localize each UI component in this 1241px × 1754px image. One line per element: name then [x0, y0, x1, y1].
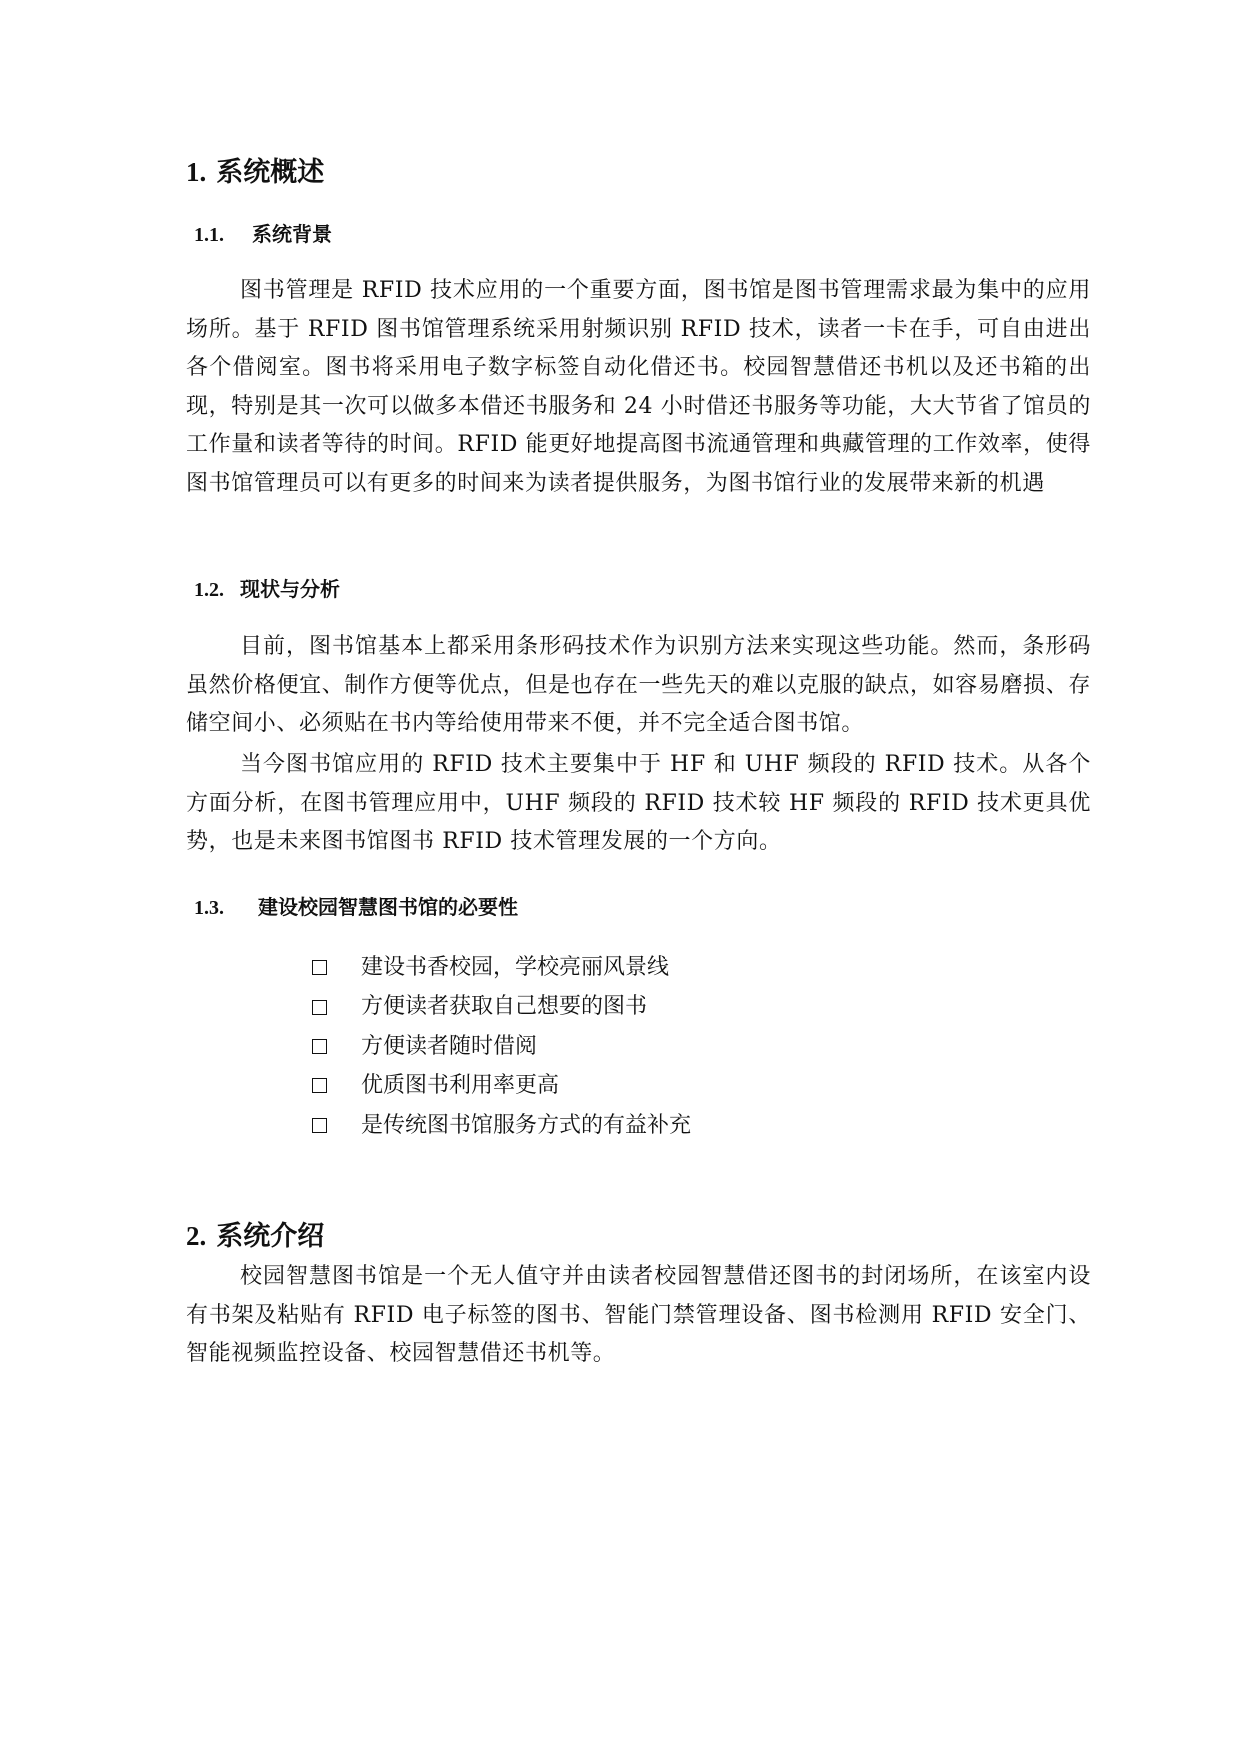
list-item: 是传统图书馆服务方式的有益补充	[312, 1106, 691, 1145]
list-item: 方便读者随时借阅	[312, 1027, 691, 1066]
section-1-1-title: 系统背景	[252, 222, 332, 246]
section-1-3-number: 1.3.	[194, 897, 224, 919]
section-2-paragraph: 校园智慧图书馆是一个无人值守并由读者校园智慧借还图书的封闭场所，在该室内设有书架及粘贴有 RFID 电子标签的图书、智能门禁管理设备、图书检测用 RFID 安全门、智能视频监控设备、校园智慧借还书机等。	[186, 1264, 1091, 1366]
section-1-1-heading	[194, 219, 332, 250]
section-1-1-paragraph: 图书管理是 RFID 技术应用的一个重要方面，图书馆是图书管理需求最为集中的应用场所。基于 RFID 图书馆管理系统采用射频识别 RFID 技术，读者一卡在手，可自由进出各个借阅室。图书将采用电子数字标签自动化借还书。校园智慧借还书机以及还书箱的出现，特别是其一次可以做多本借还书服务和 24 小时借还书服务等功能，大大节省了馆员的工作量和读者等待的时间。RFID 能更好地提高图书流通管理和典藏管理的工作效率，使得图书馆管理员可以有更多的时间来为读者提供服务，为图书馆行业的发展带来新的机遇	[186, 278, 1091, 496]
section-1-3-heading	[194, 892, 518, 923]
section-1-3-title: 建设校园智慧图书馆的必要性	[258, 895, 518, 919]
list-item: 方便读者获取自己想要的图书	[312, 987, 691, 1026]
section-1-2-title: 现状与分析	[240, 577, 340, 601]
section-2-heading	[186, 1216, 324, 1257]
section-1-2-heading	[194, 574, 340, 605]
necessity-list	[312, 948, 691, 1145]
checkbox-icon	[312, 1000, 327, 1015]
section-1-heading	[186, 152, 324, 193]
section-2-title: 系统介绍	[216, 1221, 325, 1252]
list-item: 优质图书利用率更高	[312, 1066, 691, 1105]
list-item: 建设书香校园，学校亮丽风景线	[312, 948, 691, 987]
section-1-2-paragraph-1: 目前，图书馆基本上都采用条形码技术作为识别方法来实现这些功能。然而，条形码虽然价格便宜、制作方便等优点，但是也存在一些先天的难以克服的缺点，如容易磨损、存储空间小、必须贴在书内等给使用带来不便，并不完全适合图书馆。	[186, 634, 1091, 736]
checkbox-icon	[312, 1078, 327, 1093]
section-1-1-number: 1.1.	[194, 224, 224, 246]
checkbox-icon	[312, 1118, 327, 1133]
checkbox-icon	[312, 1039, 327, 1054]
checkbox-icon	[312, 960, 327, 975]
section-1-2-paragraph-2: 当今图书馆应用的 RFID 技术主要集中于 HF 和 UHF 频段的 RFID 技术。从各个方面分析，在图书管理应用中，UHF 频段的 RFID 技术较 HF 频段的 RFID 技术更具优势，也是未来图书馆图书 RFID 技术管理发展的一个方向。	[186, 752, 1091, 854]
section-1-title: 系统概述	[216, 157, 325, 188]
section-2-number: 2.	[186, 1221, 207, 1251]
section-1-2-number: 1.2.	[194, 579, 224, 601]
section-1-number: 1.	[186, 157, 207, 187]
